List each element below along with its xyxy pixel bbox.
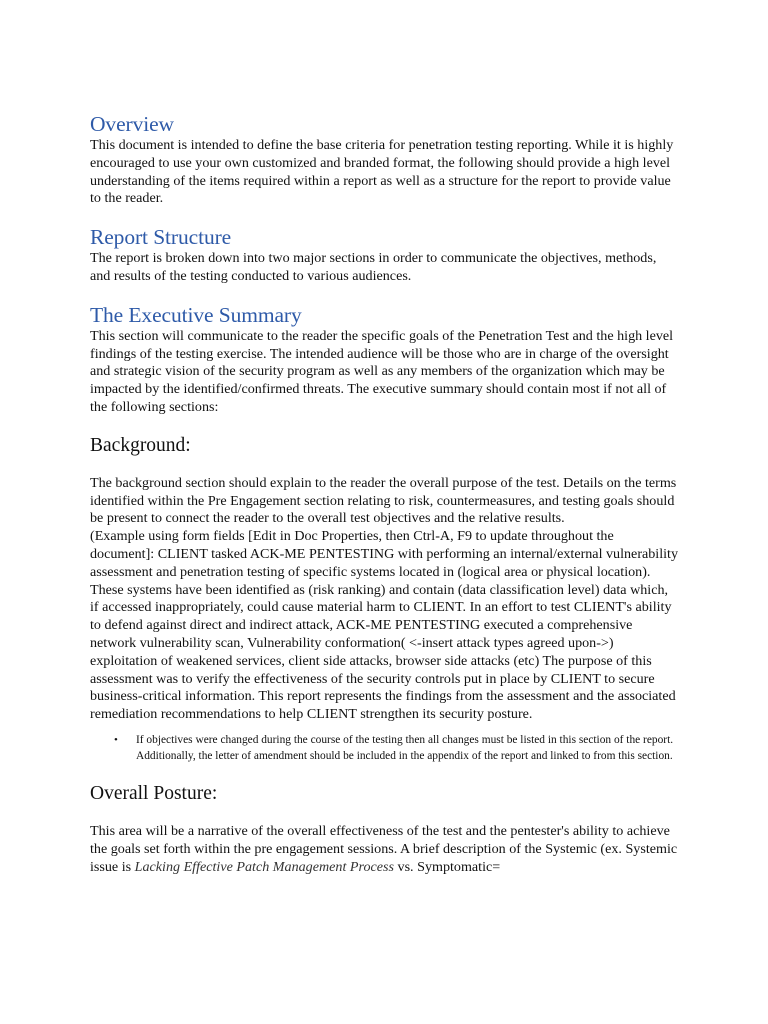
list-item — [90, 733, 680, 764]
background-paragraph: The background section should explain to the reader the overall purpose of the test. Details on the terms identified within the Pre Engagement section relating to risk, countermeasures, and testing goals should be present to connect the reader to the overall test objectives and the relative results. — [90, 474, 677, 527]
background-example-paragraph: (Example using form fields [Edit in Doc Properties, then Ctrl-A, F9 to update throughout the document]: CLIENT tasked ACK-ME PENTESTING with performing an internal/external vulnerability assessment and penetration testing of specific systems located in (logical area or physical location). These systems have been identified as (risk ranking) and contain (data classification level) data which, if accessed inappropriately, could cause material harm to CLIENT. In an effort to test CLIENT's ability to defend against direct and indirect attack, ACK-ME PENTESTING executed a comprehensive network vulnerability scan, Vulnerability conformation( <-insert attack types agreed upon->) exploitation of weakened services, client side attacks, browser side attacks (etc) The purpose of this assessment was to verify the effectiveness of the security controls put in place by CLIENT to secure business-critical information. This report represents the findings from the assessment and the associated remediation recommendations to help CLIENT strengthen its security posture. — [90, 528, 679, 723]
background-notes-list — [90, 733, 680, 764]
executive-summary-paragraph: This section will communicate to the reader the specific goals of the Penetration Test and the high level findings of the testing exercise. The intended audience will be those who are in charge of the oversight and strategic vision of the security program as well as any members of the organization which may be impacted by the identified/confirmed threats. The executive summary should contain most if not all of the following sections: — [90, 327, 674, 415]
document-content — [90, 0, 680, 877]
report-structure-paragraph: The report is broken down into two major sections in order to communicate the objectives, methods, and results of the testing conducted to various audiences. — [90, 250, 657, 284]
report-structure-heading: Report Structure — [90, 225, 232, 250]
overview-paragraph: This document is intended to define the base criteria for penetration testing reporting. While it is highly encouraged to use your own customized and branded format, the following should provide a high level understanding of the items required within a report as well as a structure for the report to provide value to the reader. — [90, 137, 674, 207]
overall-posture-paragraph — [90, 823, 680, 876]
overall-posture-text-start: This area will be a narrative of the overall effectiveness of the test and the pentester's ability to achieve the goals set forth within the pre engagement sessions. A brief description of the Systemic (ex. Systemic issue is — [90, 823, 678, 875]
overview-heading: Overview — [90, 112, 174, 136]
bullet-icon: • — [114, 733, 118, 746]
overall-posture-emphasis: Lacking Effective Patch Management Process — [134, 858, 394, 875]
overall-posture-heading: Overall Posture: — [90, 783, 218, 805]
executive-summary-heading: The Executive Summary — [90, 302, 302, 327]
list-item-text: If objectives were changed during the course of the testing then all changes must be listed in this section of the report. Additionally, the letter of amendment should be included in the appendix of the report and linked to from this section. — [136, 733, 674, 762]
overall-posture-text-end: vs. Symptomatic= — [394, 858, 501, 875]
background-heading: Background: — [90, 434, 191, 456]
